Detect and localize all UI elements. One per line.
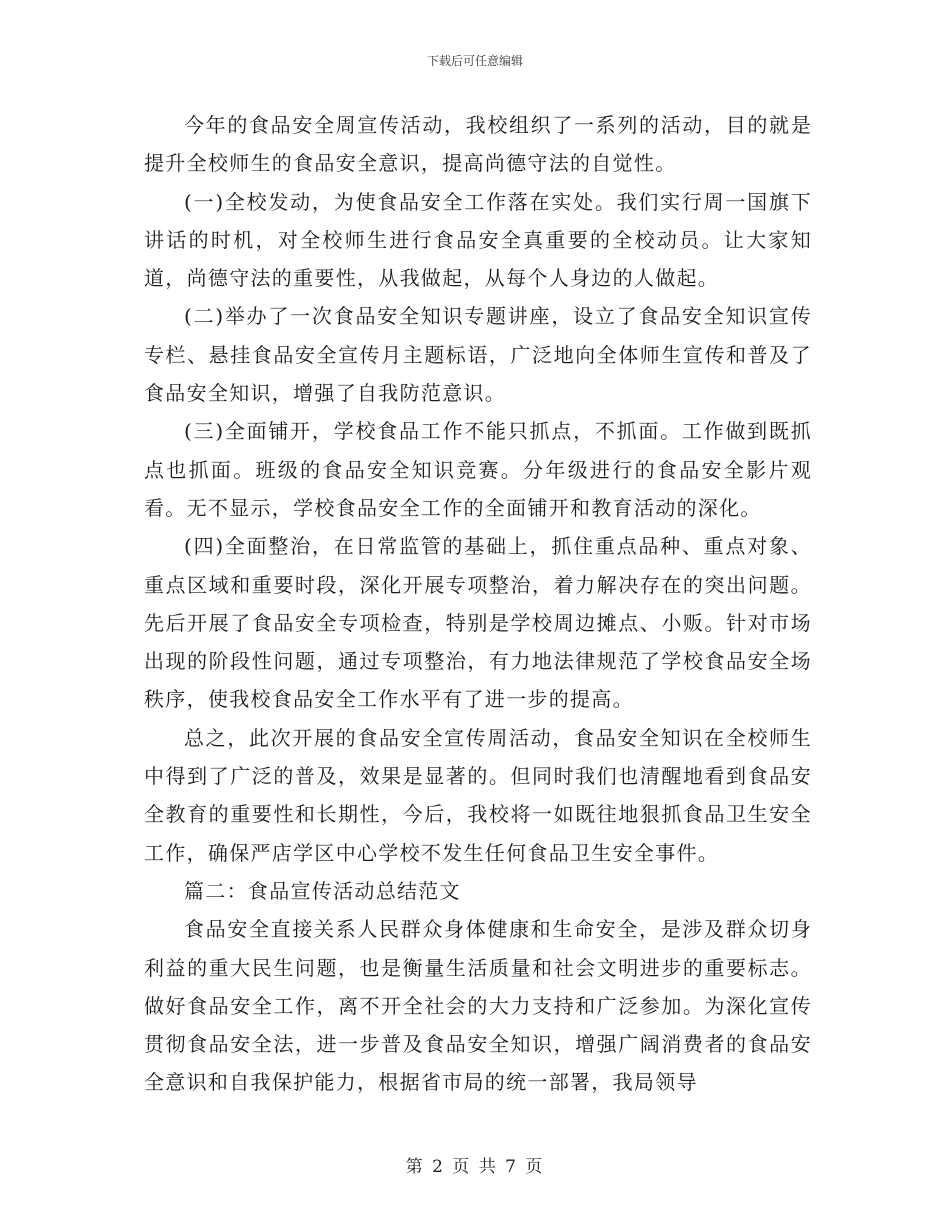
page-number-footer: 第 2 页 共 7 页	[405, 1157, 545, 1177]
paragraph-section-2: (二)举办了一次食品安全知识专题讲座，设立了食品安全知识宣传专栏、悬挂食品安全宣传月主题标语，广泛地向全体师生宣传和普及了食品安全知识，增强了自我防范意识。	[144, 304, 812, 406]
document-body	[144, 106, 812, 1102]
paragraph-section-4: (四)全面整治，在日常监管的基础上，抓住重点品种、重点对象、重点区域和重要时段，深化开展专项整治，着力解决存在的突出问题。先后开展了食品安全专项检查，特别是学校周边摊点、小贩。针对市场出现的阶段性问题，通过专项整治，有力地法律规范了学校食品安全场秩序，使我校食品安全工作水平有了进一步的提高。	[144, 534, 812, 712]
paragraph-intro: 今年的食品安全周宣传活动，我校组织了一系列的活动，目的就是提升全校师生的食品安全意识，提高尚德守法的自觉性。	[144, 113, 812, 176]
paragraph-conclusion: 总之，此次开展的食品安全宣传周活动，食品安全知识在全校师生中得到了广泛的普及，效果是显著的。但同时我们也清醒地看到食品安全教育的重要性和长期性，今后，我校将一如既往地狠抓食品卫生安全工作，确保严店学区中心学校不发生任何食品卫生安全事件。	[144, 725, 812, 865]
paragraph-section-3: (三)全面铺开，学校食品工作不能只抓点，不抓面。工作做到既抓点也抓面。班级的食品安全知识竞赛。分年级进行的食品安全影片观看。无不显示，学校食品安全工作的全面铺开和教育活动的深化。	[144, 419, 812, 520]
paragraph-article-2-intro: 食品安全直接关系人民群众身体健康和生命安全，是涉及群众切身利益的重大民生问题，也是衡量生活质量和社会文明进步的重要标志。做好食品安全工作，离不开全社会的大力支持和广泛参加。为深化宣传贯彻食品安全法，进一步普及食品安全知识，增强广阔消费者的食品安全意识和自我保护能力，根据省市局的统一部署，我局领导	[144, 917, 812, 1095]
section-heading: 篇二：食品宣传活动总结范文	[184, 878, 461, 903]
paragraph-section-1: (一)全校发动，为使食品安全工作落在实处。我们实行周一国旗下讲话的时机，对全校师生进行食品安全真重要的全校动员。让大家知道，尚德守法的重要性，从我做起，从每个人身边的人做起。	[144, 189, 812, 291]
page-header: 下载后可任意编辑	[426, 54, 523, 68]
